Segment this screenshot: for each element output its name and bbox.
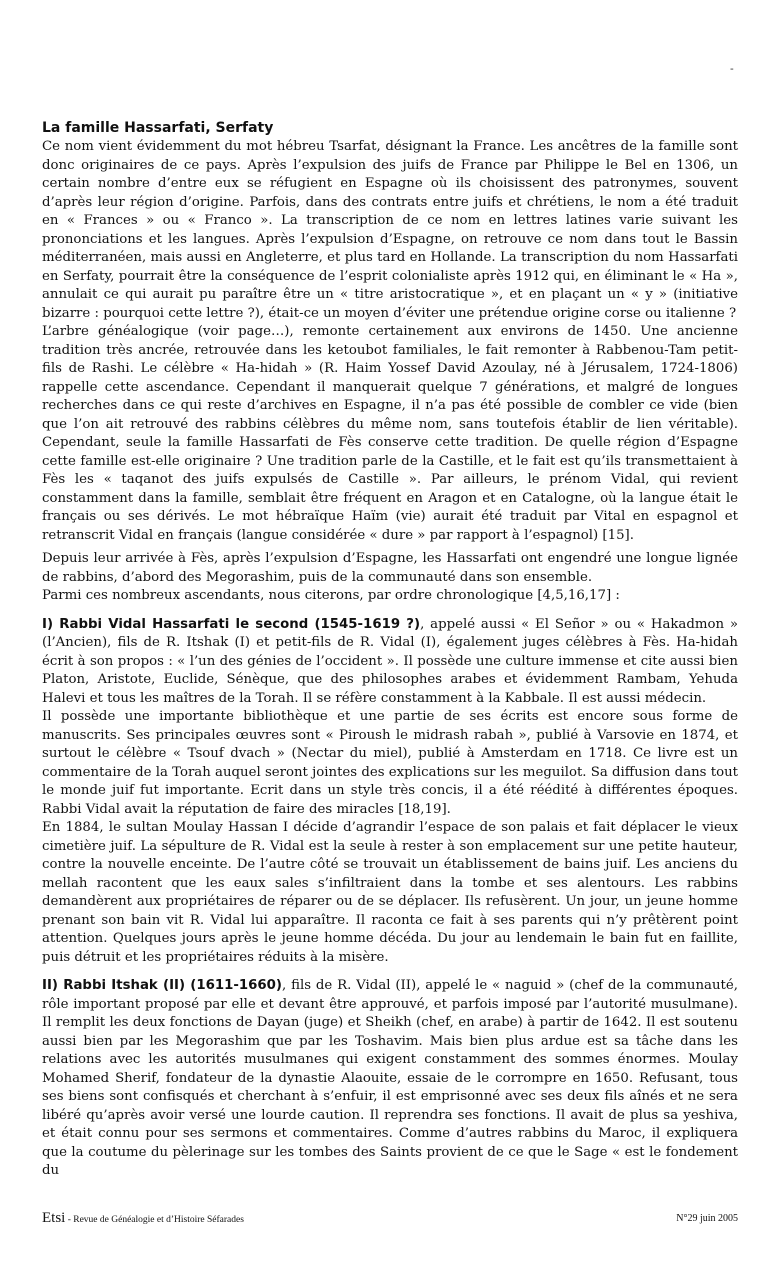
section-1-heading: I) Rabbi Vidal Hassarfati le second (1545-1619 ?) — [42, 616, 421, 632]
intro-paragraph-2: L’arbre généalogique (voir page…), remonte certainement aux environs de 1450. Une ancienne tradition très ancrée, retrouvée dans les ketoubot familiales, le fait remonter à Rabbenou-Tam petit-fils de Rashi. Le célèbre « Ha-hidah » (R. Haim Yossef David Azoulay, né à Jérusalem, 1724-1806) rappelle cette ascendance. Cependant il manquerait quelque 7 générations, et malgré de longues recherches dans ce qui reste d’archives en Espagne, il n’a pas été possible de combler ce vide (bien que l’on ait retrouvé des rabbins célèbres du même nom, sans toutefois établir de lien véritable). Cependant, seule la famille Hassarfati de Fès conserve cette tradition. De quelle région d’Espagne cette famille est-elle originaire ? Une tradition parle de la Castille, et le fait est qu’ils transmettaient à Fès les « taqanot des juifs expulsés de Castille ». Par ailleurs, le prénom Vidal, qui revient constamment dans la famille, semblait être fréquent en Aragon et en Catalogne, où la langue était le français ou ses dérivés. Le mot hébraïque Haïm (vie) aurait été traduit par Vital en espagnol et retranscrit Vidal en français (langue considérée « dure » par rapport à l’espagnol) [15]. — [42, 324, 738, 543]
intro-paragraph-1: Ce nom vient évidemment du mot hébreu Tsarfat, désignant la France. Les ancêtres de la famille sont donc originaires de ce pays. Après l’expulsion des juifs de France par Philippe le Bel en 1306, un certain nombre d’entre eux se réfugient en Espagne où ils choisissent des patronymes, souvent d’après leur région d’origine. Parfois, dans des contrats entre juifs et chrétiens, le nom a été traduit en « Frances » ou « Franco ». La transcription de ce nom en lettres latines varie suivant les prononciations et les langues. Après l’expulsion d’Espagne, on retrouve ce nom dans tout le Bassin méditerranéen, mais aussi en Angleterre, et plus tard en Hollande. La transcription du nom Hassarfati en Serfaty, pourrait être la conséquence de l’esprit colonialiste après 1912 qui, en éliminant le « Ha », annulait ce qui aurait pu paraître être un « titre aristocratique », et en plaçant un « y » (initiative bizarre : pourquoi cette lettre ?), était-ce un moyen d’éviter une prétendue origine corse ou italienne ? — [42, 139, 738, 321]
intro-paragraph-3: Depuis leur arrivée à Fès, après l’expulsion d’Espagne, les Hassarfati ont engendré une longue lignée de rabbins, d’abord des Megorashim, puis de la communauté dans son ensemble. — [42, 551, 738, 585]
page-footer — [42, 1210, 738, 1230]
section-1-text-1: , appelé aussi « El Señor » ou « Hakadmon » (l’Ancien), fils de R. Itshak (I) et petit-fils de R. Vidal (I), également juges célèbres à Fès. Ha-hidah écrit à son propos : « l’un des génies de l’occident ». Il possède une culture immense et cite aussi bien Platon, Aristote, Euclide, Sénèque, que des philosophes arabes et évidemment Rambam, Yehuda Halevi et tous les maîtres de la Torah. Il se réfère constamment à la Kabbale. Il est aussi médecin. — [42, 616, 739, 706]
journal-subtitle: - Revue de Généalogie et d’Histoire Séfarades — [65, 1215, 244, 1225]
article-title: La famille Hassarfati, Serfaty — [42, 120, 274, 136]
issue-info: N°29 juin 2005 — [676, 1213, 738, 1224]
article — [42, 118, 738, 1181]
journal-name: Etsi — [42, 1210, 66, 1226]
section-1-paragraph-3: En 1884, le sultan Moulay Hassan I décide d’agrandir l’espace de son palais et fait déplacer le vieux cimetière juif. La sépulture de R. Vidal est la seule à rester à son emplacement sur une petite hauteur, contre la nouvelle enceinte. De l’autre côté se trouvait un établissement de bains juif. Les anciens du mellah racontent que les eaux sales s’infiltraient dans la tombe et ses alentours. Les rabbins demandèrent aux propriétaires de réparer ou de se déplacer. Ils refusèrent. Un jour, un jeune homme prenant son bain vit R. Vidal lui apparaître. Il raconta ce fait à ses parents qui n’y prêtèrent point attention. Quelques jours après le jeune homme décéda. Du jour au lendemain le bain fut en faillite, puis détruit et les propriétaires réduits à la misère. — [42, 820, 738, 965]
corner-mark: - — [730, 62, 734, 75]
section-2-heading: II) Rabbi Itshak (II) (1611-1660) — [42, 978, 283, 993]
section-1-paragraph-1 — [42, 616, 738, 709]
section-1-paragraph-2: Il possède une importante bibliothèque et une partie de ses écrits est encore sous forme de manuscrits. Ses principales œuvres sont « Piroush le midrash rabah », publié à Varsovie en 1874, et surtout le célèbre « Tsouf dvach » (Nectar du miel), publié à Amsterdam en 1718. Ce livre est un commentaire de la Torah auquel seront jointes des explications sur les meguilot. Sa diffusion dans tout le monde juif fut importante. Ecrit dans un style très concis, il a été réédité à différentes époques. Rabbi Vidal avait la réputation de faire des miracles [18,19]. — [42, 709, 738, 817]
section-2-paragraph-1 — [42, 977, 738, 1181]
intro-paragraph-4: Parmi ces nombreux ascendants, nous citerons, par ordre chronologique [4,5,16,17] : — [42, 588, 620, 603]
journal-brand — [42, 1210, 244, 1227]
section-2-text-1: , fils de R. Vidal (II), appelé le « naguid » (chef de la communauté, rôle important proposé par elle et devant être approuvé, et parfois imposé par l’autorité musulmane). Il remplit les deux fonctions de Dayan (juge) et Sheikh (chef, en arabe) à partir de 1642. Il est soutenu aussi bien par les Megorashim que par les Toshavim. Mais bien plus ardue est sa tâche dans les relations avec les autorités musulmanes qui exigent constamment des sommes énormes. Moulay Mohamed Sherif, fondateur de la dynastie Alaouite, essaie de le corrompre en 1650. Refusant, tous ses biens sont confisqués et cherchant à s’enfuir, il est emprisonné avec ses deux fils aînés et ne sera libéré qu’après avoir versé une lourde caution. Il reprendra ses fonctions. Il avait de plus sa yeshiva, et était connu pour ses sermons et commentaires. Comme d’autres rabbins du Maroc, il expliquera que la coutume du pèlerinage sur les tombes des Saints provient de ce que le Sage « est le fondement du — [42, 978, 738, 1178]
